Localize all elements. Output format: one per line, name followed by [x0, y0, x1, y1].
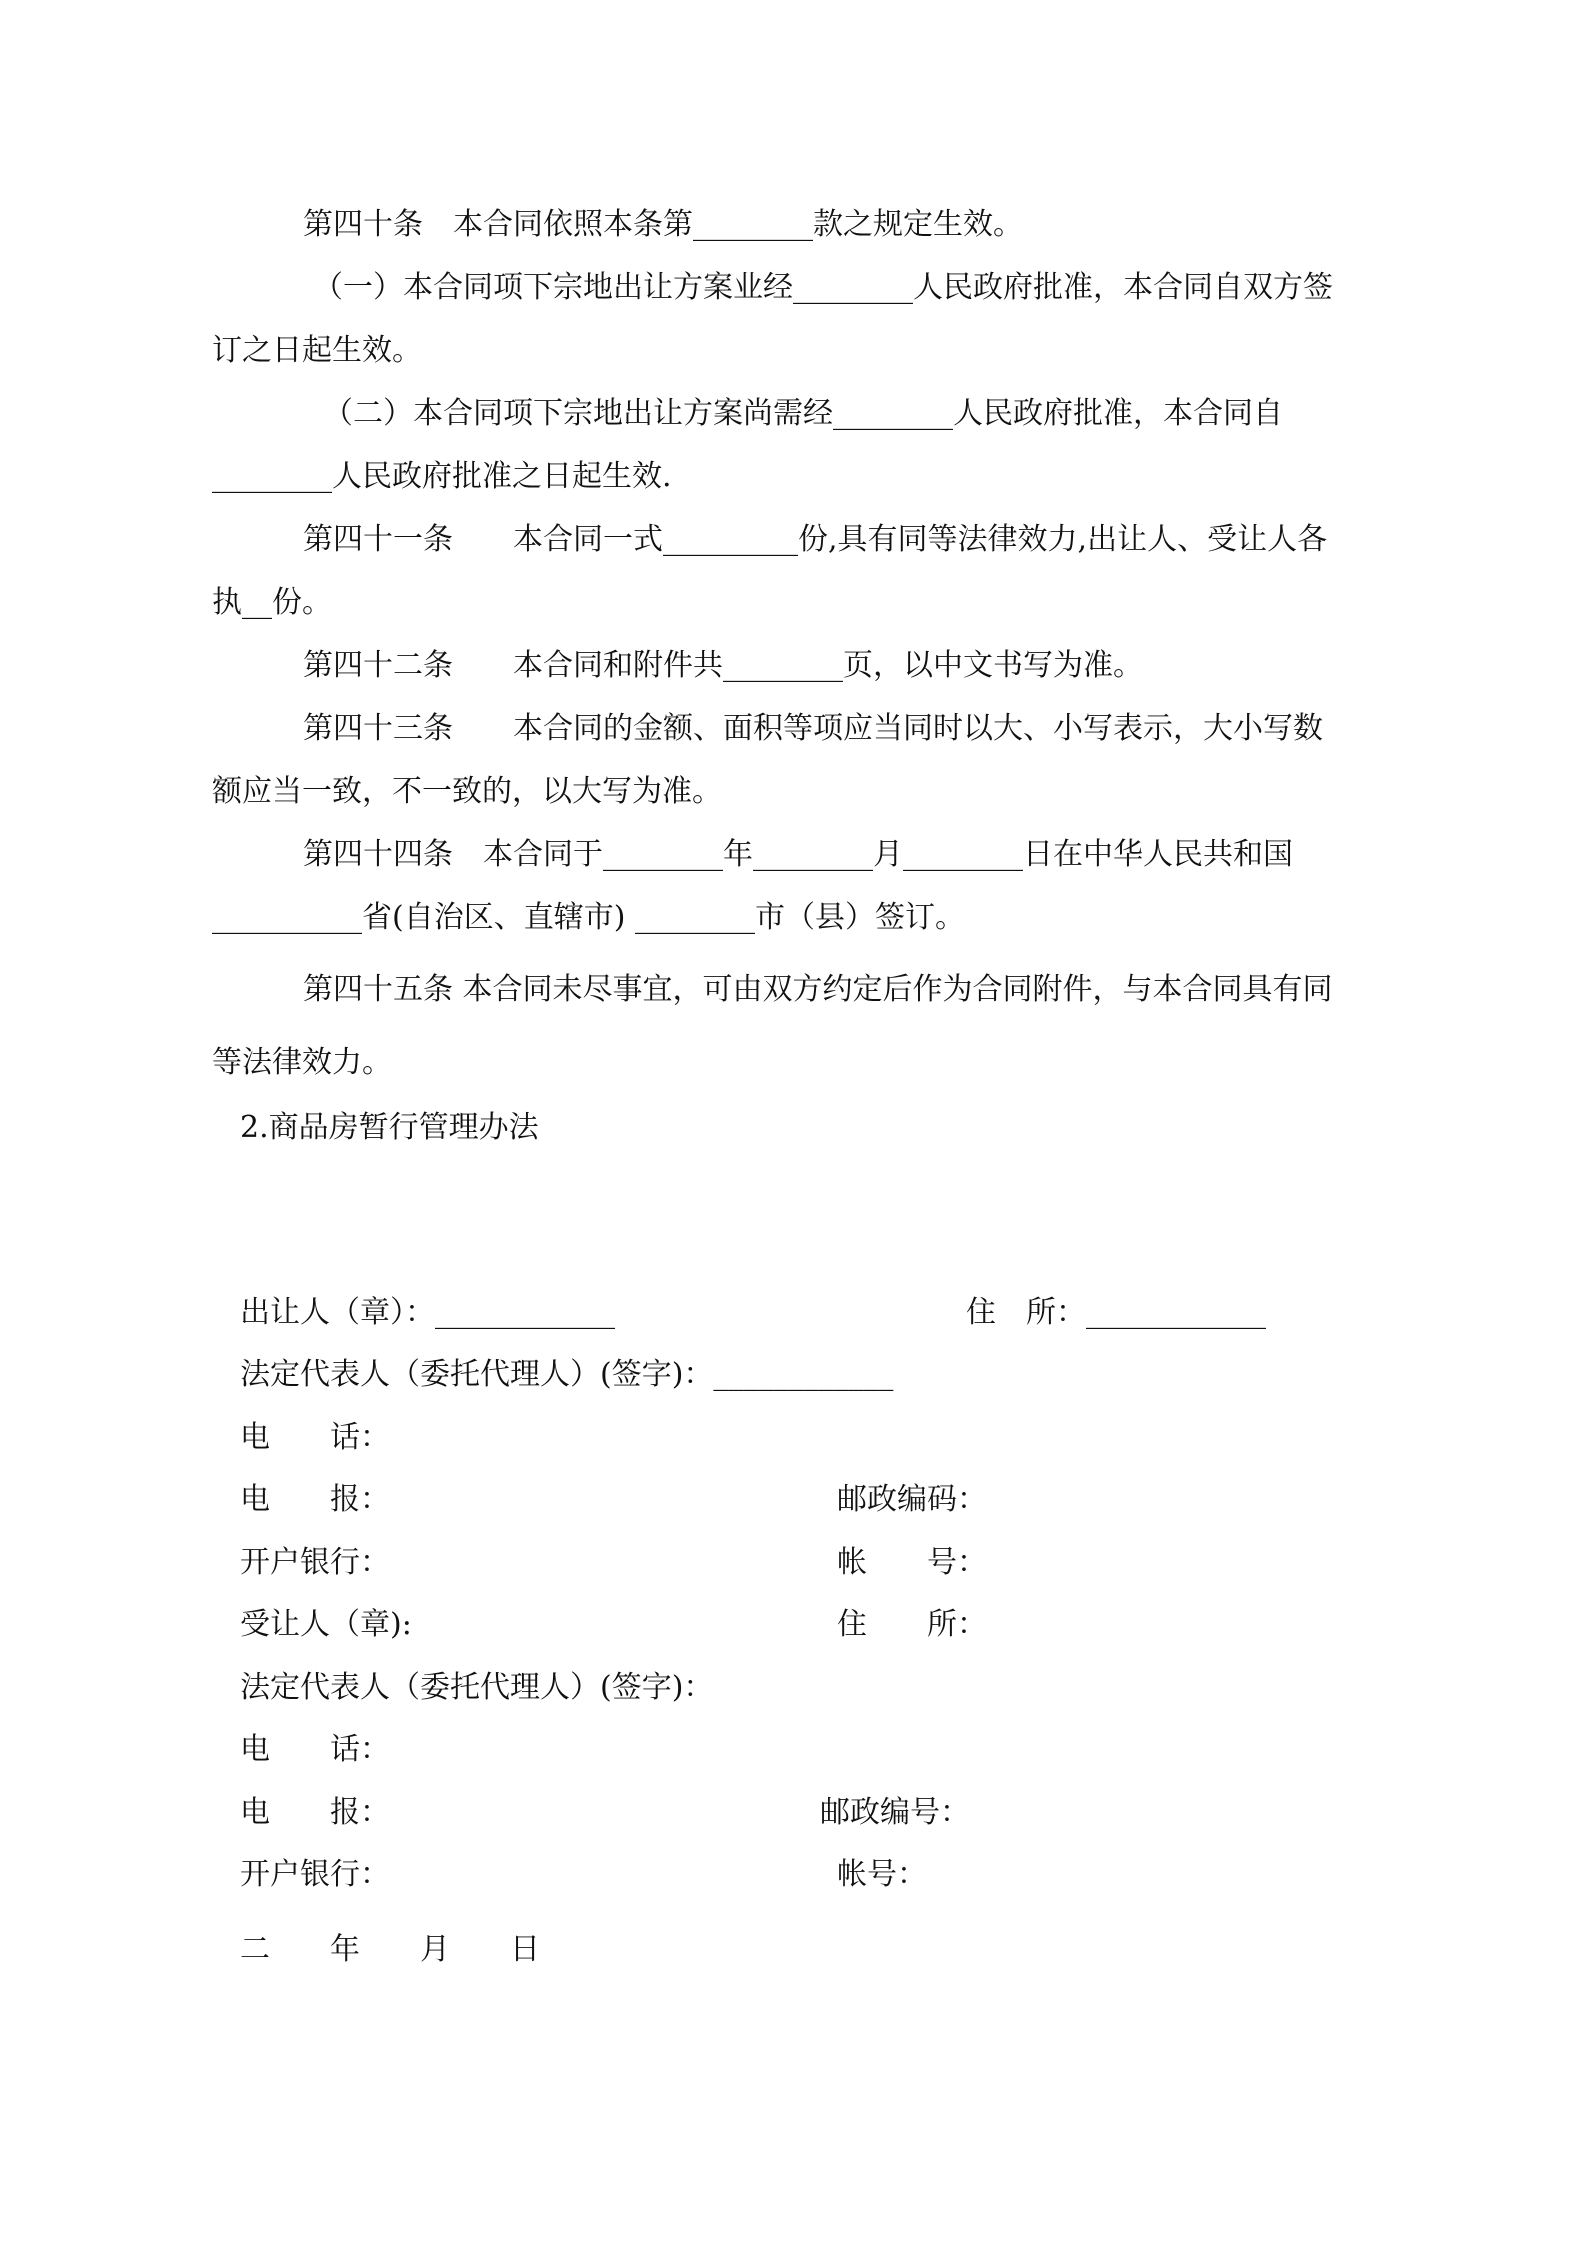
- article-40-clause-1-cont: 订之日起生效。: [212, 333, 422, 368]
- grantee-representative: 法定代表人（委托代理人）(签字)：: [240, 1670, 714, 1705]
- article-44: 第四十四条 本合同于________年________月________日在中华人民共和国: [303, 837, 1293, 872]
- grantee-account: 帐号：: [837, 1857, 927, 1892]
- grantee-seal: 受让人（章):: [240, 1607, 412, 1642]
- grantor-bank: 开户银行：: [240, 1545, 390, 1580]
- grantor-address: 住 所：____________: [966, 1295, 1266, 1330]
- grantee-phone: 电 话：: [240, 1732, 390, 1767]
- article-45-cont: 等法律效力。: [212, 1045, 392, 1080]
- article-43-cont: 额应当一致，不一致的，以大写为准。: [212, 774, 722, 809]
- article-42: 第四十二条 本合同和附件共________页，以中文书写为准。: [303, 648, 1143, 683]
- article-40-clause-2-cont: ________人民政府批准之日起生效.: [212, 459, 672, 494]
- article-45: 第四十五条 本合同未尽事宜，可由双方约定后作为合同附件，与本合同具有同: [303, 972, 1333, 1007]
- grantor-telegram: 电 报：: [240, 1482, 390, 1517]
- article-44-cont: __________省(自治区、直辖市) ________市（县）签订。: [212, 900, 965, 935]
- grantee-telegram: 电 报：: [240, 1795, 390, 1830]
- grantor-representative: 法定代表人（委托代理人）(签字)：____________: [240, 1357, 894, 1392]
- grantor-account: 帐 号：: [837, 1545, 987, 1580]
- grantor-seal: 出让人（章）：____________: [240, 1295, 615, 1330]
- article-41: 第四十一条 本合同一式_________份,具有同等法律效力,出让人、受让人各: [303, 522, 1328, 557]
- grantee-postcode: 邮政编号：: [820, 1795, 970, 1830]
- article-40-clause-1: （一）本合同项下宗地出让方案业经________人民政府批准，本合同自双方签: [313, 270, 1333, 305]
- grantee-bank: 开户银行：: [240, 1857, 390, 1892]
- grantor-phone: 电 话：: [240, 1420, 390, 1455]
- article-43: 第四十三条 本合同的金额、面积等项应当同时以大、小写表示，大小写数: [303, 711, 1323, 746]
- article-40-clause-2: （二）本合同项下宗地出让方案尚需经________人民政府批准，本合同自: [323, 396, 1283, 431]
- article-40: 第四十条 本合同依照本条第________款之规定生效。: [303, 207, 1023, 242]
- attachment-item: 2.商品房暂行管理办法: [240, 1110, 539, 1145]
- signing-date: 二 年 月 日: [240, 1932, 540, 1967]
- grantee-address: 住 所：: [837, 1607, 987, 1642]
- grantor-postcode: 邮政编码：: [837, 1482, 987, 1517]
- article-41-cont: 执__份。: [212, 585, 332, 620]
